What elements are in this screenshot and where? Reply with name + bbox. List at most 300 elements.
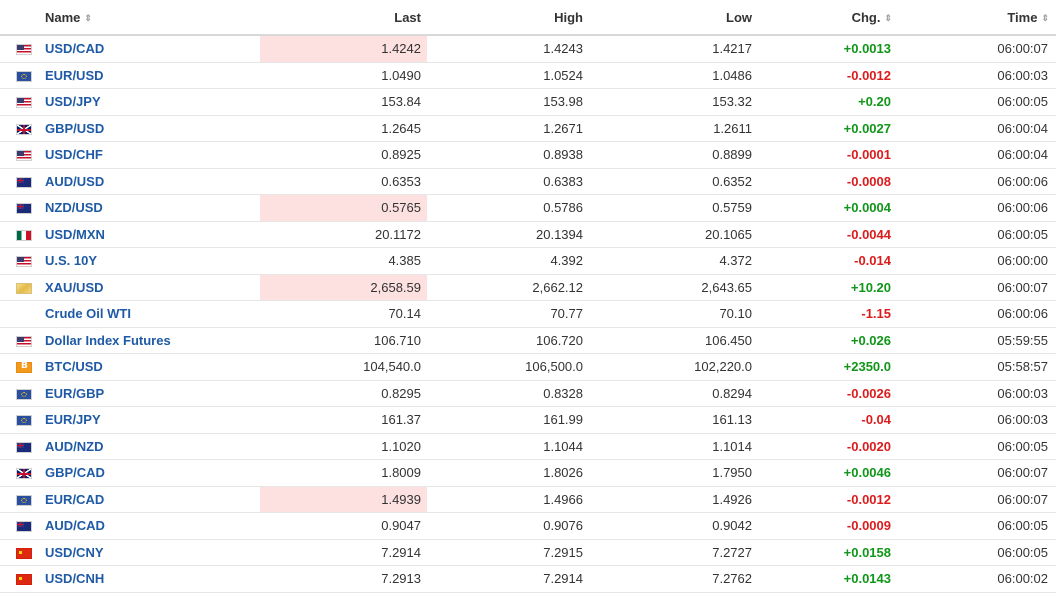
chg-cell: [758, 380, 897, 407]
table-row[interactable]: [0, 460, 1056, 487]
high-cell: [427, 274, 589, 301]
high-value: 1.8026: [543, 465, 583, 481]
chg-cell: [758, 539, 897, 566]
high-cell: [427, 513, 589, 540]
time-column-header[interactable]: [897, 0, 1056, 35]
name-cell: [45, 486, 260, 513]
quotes-body: [0, 35, 1056, 592]
cn-flag-icon: [16, 574, 32, 585]
flag-cell: [0, 380, 45, 407]
flag-cell: [0, 35, 45, 62]
high-cell: [427, 380, 589, 407]
high-header-label: High: [554, 9, 583, 25]
us-flag-icon: [16, 97, 32, 108]
high-value: 106.720: [536, 332, 583, 348]
change-value: -0.04: [861, 412, 891, 428]
time-cell: [897, 221, 1056, 248]
chg-cell: [758, 274, 897, 301]
last-cell: [260, 486, 427, 513]
change-value: +0.0143: [843, 571, 891, 587]
high-value: 2,662.12: [532, 279, 583, 295]
high-value: 153.98: [543, 94, 583, 110]
time-value: 06:00:05: [997, 438, 1048, 454]
high-value: 0.8938: [543, 147, 583, 163]
change-value: -0.0001: [846, 147, 891, 163]
last-cell: [260, 380, 427, 407]
last-value: 1.4242: [381, 41, 421, 57]
name-cell: [45, 142, 260, 169]
high-cell: [427, 486, 589, 513]
last-value: 1.4939: [381, 491, 421, 507]
change-value: +0.0046: [843, 465, 891, 481]
high-value: 70.77: [550, 306, 583, 322]
time-cell: [897, 115, 1056, 142]
time-value: 06:00:07: [997, 491, 1048, 507]
table-row[interactable]: [0, 62, 1056, 89]
time-value: 06:00:05: [997, 94, 1048, 110]
eu-flag-icon: [16, 415, 32, 426]
flag-cell: [0, 221, 45, 248]
us-flag-icon: [16, 150, 32, 161]
low-cell: [589, 513, 758, 540]
low-value: 1.1014: [712, 438, 752, 454]
table-header-row: [0, 0, 1056, 35]
low-cell: [589, 327, 758, 354]
flag-cell: [0, 354, 45, 381]
high-value: 1.2671: [543, 120, 583, 136]
low-value: 1.4926: [712, 491, 752, 507]
instrument-link[interactable]: EUR/GBP: [45, 385, 105, 401]
change-value: +0.20: [858, 94, 891, 110]
table-row[interactable]: [0, 221, 1056, 248]
time-value: 06:00:05: [997, 226, 1048, 242]
last-value: 7.2914: [381, 544, 421, 560]
last-value: 161.37: [381, 412, 421, 428]
time-cell: [897, 433, 1056, 460]
chg-cell: [758, 168, 897, 195]
eu-flag-icon: [16, 71, 32, 82]
instrument-link[interactable]: USD/CHF: [45, 147, 103, 163]
table-row[interactable]: [0, 327, 1056, 354]
flag-cell: [0, 274, 45, 301]
table-row[interactable]: [0, 35, 1056, 62]
table-row[interactable]: [0, 115, 1056, 142]
name-cell: [45, 433, 260, 460]
last-header-label: Last: [394, 9, 421, 25]
low-cell: [589, 380, 758, 407]
change-value: -0.0020: [846, 438, 891, 454]
chg-cell: [758, 354, 897, 381]
low-cell: [589, 89, 758, 116]
high-value: 161.99: [543, 412, 583, 428]
high-cell: [427, 142, 589, 169]
time-cell: [897, 142, 1056, 169]
time-value: 06:00:07: [997, 465, 1048, 481]
chg-cell: [758, 195, 897, 222]
high-value: 1.4243: [543, 41, 583, 57]
time-value: 06:00:05: [997, 544, 1048, 560]
flag-cell: [0, 168, 45, 195]
sort-icon[interactable]: ⇕: [1041, 12, 1048, 23]
last-cell: [260, 142, 427, 169]
low-value: 1.7950: [712, 465, 752, 481]
high-cell: [427, 89, 589, 116]
last-cell: [260, 327, 427, 354]
table-row[interactable]: [0, 195, 1056, 222]
low-cell: [589, 460, 758, 487]
chg-header-label: Chg.: [851, 9, 881, 25]
table-row[interactable]: [0, 407, 1056, 434]
name-cell: [45, 566, 260, 593]
table-row[interactable]: [0, 513, 1056, 540]
chg-cell: [758, 62, 897, 89]
name-cell: [45, 248, 260, 275]
instrument-link[interactable]: EUR/USD: [45, 67, 104, 83]
chg-cell: [758, 142, 897, 169]
name-cell: [45, 62, 260, 89]
instrument-link[interactable]: GBP/USD: [45, 120, 105, 136]
eu-flag-icon: [16, 389, 32, 400]
change-value: +0.0027: [843, 120, 891, 136]
change-value: -0.014: [854, 253, 891, 269]
low-value: 0.8294: [712, 385, 752, 401]
instrument-link[interactable]: Crude Oil WTI: [45, 306, 131, 322]
low-cell: [589, 195, 758, 222]
high-cell: [427, 62, 589, 89]
table-row[interactable]: [0, 142, 1056, 169]
time-value: 05:58:57: [997, 359, 1048, 375]
last-cell: [260, 566, 427, 593]
instrument-link[interactable]: USD/CNY: [45, 544, 104, 560]
change-value: -0.0008: [846, 173, 891, 189]
last-value: 1.1020: [381, 438, 421, 454]
flag-cell: [0, 460, 45, 487]
change-value: +0.0004: [843, 200, 891, 216]
last-value: 153.84: [381, 94, 421, 110]
low-value: 0.9042: [712, 518, 752, 534]
table-row[interactable]: [0, 168, 1056, 195]
high-value: 0.5786: [543, 200, 583, 216]
time-value: 06:00:06: [997, 173, 1048, 189]
time-cell: [897, 35, 1056, 62]
time-cell: [897, 195, 1056, 222]
time-cell: [897, 513, 1056, 540]
time-value: 06:00:03: [997, 385, 1048, 401]
instrument-link[interactable]: BTC/USD: [45, 359, 103, 375]
low-header-label: Low: [726, 9, 752, 25]
high-value: 0.8328: [543, 385, 583, 401]
low-value: 0.6352: [712, 173, 752, 189]
chg-cell: [758, 407, 897, 434]
last-cell: [260, 195, 427, 222]
name-cell: [45, 354, 260, 381]
last-value: 106.710: [374, 332, 421, 348]
name-cell: [45, 168, 260, 195]
flag-cell: [0, 513, 45, 540]
low-value: 20.1065: [705, 226, 752, 242]
low-value: 1.0486: [712, 67, 752, 83]
instrument-link[interactable]: USD/MXN: [45, 226, 105, 242]
change-value: -1.15: [861, 306, 891, 322]
low-cell: [589, 274, 758, 301]
high-value: 106,500.0: [525, 359, 583, 375]
name-cell: [45, 539, 260, 566]
instrument-link[interactable]: AUD/NZD: [45, 438, 104, 454]
chg-cell: [758, 460, 897, 487]
low-cell: [589, 354, 758, 381]
high-value: 0.9076: [543, 518, 583, 534]
high-value: 4.392: [550, 253, 583, 269]
time-value: 06:00:06: [997, 200, 1048, 216]
us-flag-icon: [16, 256, 32, 267]
change-value: -0.0044: [846, 226, 891, 242]
instrument-link[interactable]: XAU/USD: [45, 279, 104, 295]
last-cell: [260, 354, 427, 381]
low-cell: [589, 62, 758, 89]
high-column-header[interactable]: [427, 0, 589, 35]
last-cell: [260, 35, 427, 62]
table-row[interactable]: [0, 354, 1056, 381]
last-value: 0.8925: [381, 147, 421, 163]
high-cell: [427, 35, 589, 62]
last-value: 4.385: [388, 253, 421, 269]
name-cell: [45, 407, 260, 434]
time-value: 06:00:02: [997, 571, 1048, 587]
last-cell: [260, 89, 427, 116]
chg-column-header[interactable]: [758, 0, 897, 35]
time-cell: [897, 274, 1056, 301]
flag-cell: [0, 142, 45, 169]
flag-cell: [0, 89, 45, 116]
time-cell: [897, 566, 1056, 593]
last-value: 0.6353: [381, 173, 421, 189]
table-row[interactable]: [0, 248, 1056, 275]
last-column-header[interactable]: [260, 0, 427, 35]
name-cell: [45, 327, 260, 354]
name-header-label: Name: [45, 9, 81, 25]
chg-cell: [758, 327, 897, 354]
low-value: 102,220.0: [694, 359, 752, 375]
au-flag-icon: [16, 442, 32, 453]
low-cell: [589, 115, 758, 142]
instrument-link[interactable]: AUD/CAD: [45, 518, 105, 534]
high-cell: [427, 354, 589, 381]
instrument-link[interactable]: NZD/USD: [45, 200, 103, 216]
low-cell: [589, 221, 758, 248]
gold-icon: [16, 283, 32, 294]
table-row[interactable]: [0, 274, 1056, 301]
instrument-link[interactable]: EUR/JPY: [45, 412, 101, 428]
high-value: 1.1044: [543, 438, 583, 454]
gb-flag-icon: [16, 124, 32, 135]
high-cell: [427, 407, 589, 434]
high-value: 7.2914: [543, 571, 583, 587]
name-cell: [45, 301, 260, 328]
low-cell: [589, 539, 758, 566]
time-value: 06:00:05: [997, 518, 1048, 534]
time-cell: [897, 248, 1056, 275]
high-value: 7.2915: [543, 544, 583, 560]
change-value: -0.0012: [846, 67, 891, 83]
low-column-header[interactable]: [589, 0, 758, 35]
high-cell: [427, 566, 589, 593]
table-row[interactable]: [0, 566, 1056, 593]
instrument-link[interactable]: EUR/CAD: [45, 491, 105, 507]
table-row[interactable]: [0, 380, 1056, 407]
high-cell: [427, 195, 589, 222]
last-cell: [260, 168, 427, 195]
last-value: 104,540.0: [363, 359, 421, 375]
chg-cell: [758, 35, 897, 62]
last-cell: [260, 301, 427, 328]
name-cell: [45, 274, 260, 301]
chg-cell: [758, 221, 897, 248]
flag-cell: [0, 248, 45, 275]
high-cell: [427, 115, 589, 142]
flag-column-header: [0, 0, 45, 35]
high-cell: [427, 301, 589, 328]
high-cell: [427, 539, 589, 566]
time-value: 06:00:04: [997, 147, 1048, 163]
low-value: 0.5759: [712, 200, 752, 216]
time-cell: [897, 460, 1056, 487]
instrument-link[interactable]: USD/CNH: [45, 571, 105, 587]
flag-cell: [0, 115, 45, 142]
name-cell: [45, 460, 260, 487]
eu-flag-icon: [16, 495, 32, 506]
instrument-link[interactable]: USD/JPY: [45, 94, 101, 110]
table-row[interactable]: [0, 539, 1056, 566]
time-value: 06:00:06: [997, 306, 1048, 322]
flag-cell: [0, 566, 45, 593]
low-cell: [589, 566, 758, 593]
last-value: 1.2645: [381, 120, 421, 136]
low-value: 0.8899: [712, 147, 752, 163]
us-flag-icon: [16, 44, 32, 55]
instrument-link[interactable]: USD/CAD: [45, 41, 105, 57]
flag-cell: [0, 327, 45, 354]
time-cell: [897, 354, 1056, 381]
chg-cell: [758, 513, 897, 540]
last-cell: [260, 115, 427, 142]
sort-icon[interactable]: ⇕: [884, 12, 891, 23]
high-value: 1.0524: [543, 67, 583, 83]
low-value: 1.4217: [712, 41, 752, 57]
nz-flag-icon: [16, 203, 32, 214]
time-value: 06:00:03: [997, 67, 1048, 83]
gb-flag-icon: [16, 468, 32, 479]
last-cell: [260, 433, 427, 460]
high-cell: [427, 433, 589, 460]
last-cell: [260, 221, 427, 248]
instrument-link[interactable]: Dollar Index Futures: [45, 332, 171, 348]
table-row[interactable]: [0, 89, 1056, 116]
name-cell: [45, 513, 260, 540]
flag-cell: [0, 539, 45, 566]
name-column-header[interactable]: [45, 0, 260, 35]
us-flag-icon: [16, 336, 32, 347]
low-value: 106.450: [705, 332, 752, 348]
change-value: +10.20: [850, 279, 891, 295]
high-value: 1.4966: [543, 491, 583, 507]
high-value: 0.6383: [543, 173, 583, 189]
last-value: 20.1172: [374, 226, 421, 242]
time-cell: [897, 327, 1056, 354]
cn-flag-icon: [16, 548, 32, 559]
low-value: 2,643.65: [701, 279, 752, 295]
instrument-link[interactable]: GBP/CAD: [45, 465, 105, 481]
change-value: +0.0158: [843, 544, 891, 560]
time-cell: [897, 301, 1056, 328]
time-value: 05:59:55: [997, 332, 1048, 348]
au-flag-icon: [16, 177, 32, 188]
chg-cell: [758, 115, 897, 142]
change-value: +0.026: [850, 332, 891, 348]
low-cell: [589, 168, 758, 195]
name-cell: [45, 195, 260, 222]
low-cell: [589, 301, 758, 328]
high-cell: [427, 221, 589, 248]
change-value: +0.0013: [843, 41, 891, 57]
bitcoin-icon: [16, 362, 32, 373]
time-header-label: Time: [1007, 9, 1038, 25]
au-flag-icon: [16, 521, 32, 532]
last-value: 1.0490: [381, 67, 421, 83]
high-cell: [427, 168, 589, 195]
high-cell: [427, 327, 589, 354]
table-row[interactable]: [0, 433, 1056, 460]
name-cell: [45, 115, 260, 142]
last-cell: [260, 62, 427, 89]
instrument-link[interactable]: U.S. 10Y: [45, 253, 98, 269]
chg-cell: [758, 486, 897, 513]
last-value: 70.14: [388, 306, 421, 322]
time-value: 06:00:03: [997, 412, 1048, 428]
time-cell: [897, 407, 1056, 434]
instrument-link[interactable]: AUD/USD: [45, 173, 105, 189]
chg-cell: [758, 301, 897, 328]
time-cell: [897, 539, 1056, 566]
high-value: 20.1394: [536, 226, 583, 242]
last-cell: [260, 460, 427, 487]
table-row[interactable]: [0, 301, 1056, 328]
name-cell: [45, 89, 260, 116]
change-value: -0.0026: [846, 385, 891, 401]
last-cell: [260, 539, 427, 566]
high-cell: [427, 248, 589, 275]
time-value: 06:00:07: [997, 279, 1048, 295]
name-cell: [45, 380, 260, 407]
time-cell: [897, 486, 1056, 513]
low-value: 1.2611: [713, 120, 752, 136]
sort-icon[interactable]: ⇕: [84, 12, 91, 23]
low-value: 7.2727: [712, 544, 752, 560]
low-cell: [589, 407, 758, 434]
last-value: 0.9047: [381, 518, 421, 534]
flag-cell: [0, 407, 45, 434]
time-cell: [897, 89, 1056, 116]
low-value: 7.2762: [712, 571, 752, 587]
table-row[interactable]: [0, 486, 1056, 513]
low-value: 70.10: [719, 306, 752, 322]
chg-cell: [758, 89, 897, 116]
last-value: 2,658.59: [370, 279, 421, 295]
low-cell: [589, 486, 758, 513]
change-value: +2350.0: [843, 359, 891, 375]
time-value: 06:00:07: [997, 41, 1048, 57]
chg-cell: [758, 433, 897, 460]
chg-cell: [758, 566, 897, 593]
